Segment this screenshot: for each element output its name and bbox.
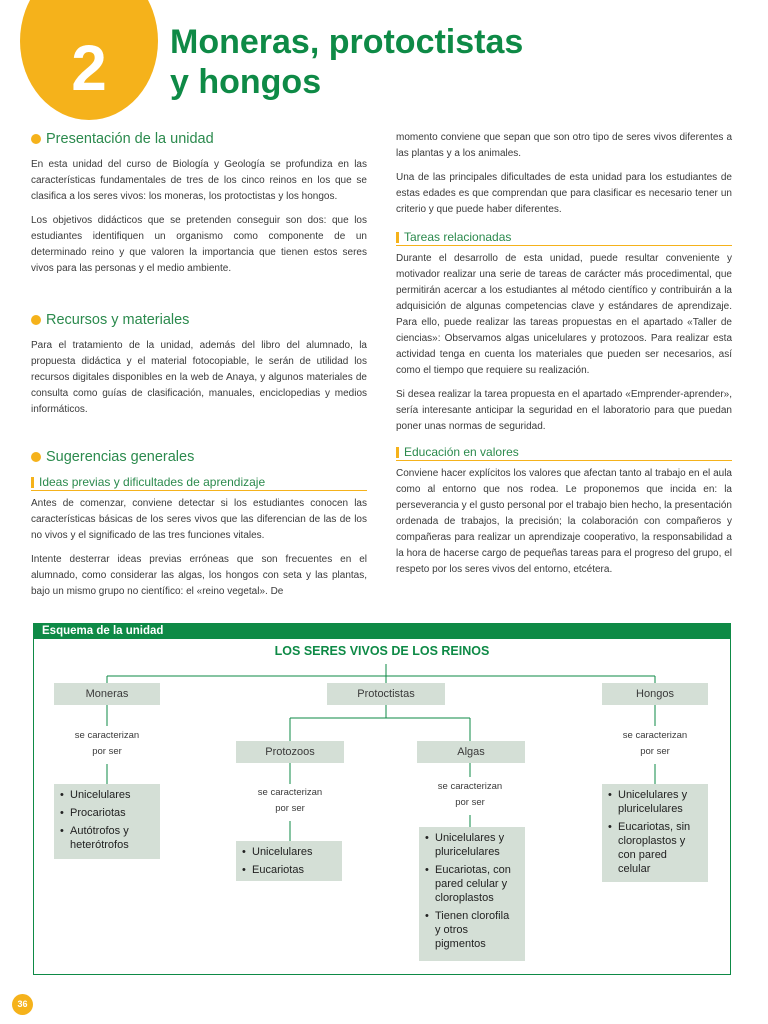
list-item-line: celular	[618, 863, 651, 875]
concept-map	[33, 623, 731, 975]
list-item-line: con pared	[618, 849, 667, 861]
schema-header: Esquema de la unidad	[34, 624, 730, 639]
list-hongos	[602, 784, 708, 882]
label-caracterizan	[420, 779, 520, 811]
list-item-line: heterótrofos	[70, 839, 129, 851]
label-line: se caracterizan	[74, 730, 140, 741]
list-item: • Procariotas	[60, 806, 154, 820]
label-line: se caracterizan	[437, 781, 503, 792]
list-item	[425, 863, 519, 905]
section-sugerencias	[31, 448, 367, 466]
list-item	[60, 824, 154, 852]
list-item: • Unicelulares	[242, 845, 336, 859]
paragraph: Para el tratamiento de la unidad, además del libro del alumnado, la propuesta didáctica y el material fotocopiable, le serán de utilidad los recursos digitales disponibles en la web de Anaya, y algunos materiales de consulta como guías de clasificación, manuales, enciclopedias y medios informáticos.	[31, 340, 367, 415]
list-protozoos	[236, 841, 342, 881]
list-item-line: • Autótrofos y	[70, 825, 129, 837]
page-title	[170, 22, 523, 102]
bullet-icon	[31, 134, 41, 144]
paragraph: Intente desterrar ideas previas erróneas que son frecuentes en el alumnado, como considerar las algas, los hongos con seta y las plantas, bajo un mismo grupo no científico: el «reino vegetal». De	[31, 554, 367, 597]
list-algas	[419, 827, 525, 961]
section-recursos	[31, 311, 367, 329]
list-item	[425, 909, 519, 951]
node-hongos: Hongos	[602, 683, 708, 705]
paragraph: Conviene hacer explícitos los valores que afectan tanto al trabajo en el aula como al entorno que nos rodea. Le proponemos que incida en: la perseverancia y el gusto personal por el trabajo bien hecho, la presentación ordenada de trabajos, la precisión; la colaboración con compañeros y compañeras para realizar un aprendizaje cooperativo, la responsabilidad a la hora de hacerse cargo de pequeñas tareas para el progreso del grupo, el respeto por los seres vivos del entorno, etcétera.	[396, 468, 732, 575]
list-item-line: cloroplastos	[435, 892, 494, 904]
node-protoctistas: Protoctistas	[327, 683, 445, 705]
list-item-line: y otros	[435, 924, 469, 936]
paragraph: Antes de comenzar, conviene detectar si los estudiantes conocen las características básicas de los seres vivos que las diferencian de las de los no vivos y el significado de las tres funciones vitales.	[31, 498, 367, 541]
node-algas: Algas	[417, 741, 525, 763]
section-title: Recursos y materiales	[46, 312, 190, 328]
page-number: 36	[12, 994, 33, 1015]
left-column	[31, 130, 367, 608]
list-item-line: pared celular y	[435, 878, 508, 890]
label-line: por ser	[640, 746, 670, 757]
list-item	[608, 820, 702, 876]
title-line-1: Moneras, protoctistas	[170, 23, 524, 61]
label-caracterizan	[240, 785, 340, 817]
list-item-line: pluricelulares	[618, 803, 683, 815]
label-caracterizan	[57, 728, 157, 760]
node-protozoos: Protozoos	[236, 741, 344, 763]
list-item-line: • Tienen clorofila	[435, 910, 510, 922]
label-line: por ser	[275, 803, 305, 814]
label-line: por ser	[455, 797, 485, 808]
bullet-icon	[31, 315, 41, 325]
paragraph: momento conviene que sepan que son otro tipo de seres vivos diferentes a las plantas y a los animales.	[396, 132, 732, 159]
subsection-tareas: Tareas relacionadas	[396, 230, 732, 246]
list-item	[608, 788, 702, 816]
list-item-line: pigmentos	[435, 938, 486, 950]
list-item-line: • Unicelulares y	[435, 832, 505, 844]
paragraph: Una de las principales dificultades de esta unidad para los estudiantes de estas edades es que comprendan que para clasificar es necesario tener un criterio y que puede haber diferentes.	[396, 172, 732, 215]
section-title: Presentación de la unidad	[46, 131, 214, 147]
label-line: se caracterizan	[622, 730, 688, 741]
list-item	[425, 831, 519, 859]
section-presentacion	[31, 130, 367, 148]
list-item-line: pluricelulares	[435, 846, 500, 858]
list-item-line: • Eucariotas, con	[435, 864, 511, 876]
list-item-line: cloroplastos y	[618, 835, 686, 847]
section-title: Sugerencias generales	[46, 449, 195, 465]
bullet-icon	[31, 452, 41, 462]
subsection-educacion: Educación en valores	[396, 445, 732, 461]
list-item: • Eucariotas	[242, 863, 336, 877]
label-caracterizan	[605, 728, 705, 760]
list-item-line: • Eucariotas, sin	[618, 821, 691, 833]
list-item-line: • Unicelulares y	[618, 789, 688, 801]
chapter-number: 2	[71, 32, 107, 104]
paragraph: En esta unidad del curso de Biología y Geología se profundiza en las características fundamentales de tres de los cinco reinos en los que se clasifica a los seres vivos: los moneras, los protoctistas y los hongos.	[31, 159, 367, 202]
subsection-ideas: Ideas previas y dificultades de aprendizaje	[31, 475, 367, 491]
list-moneras	[54, 784, 160, 859]
label-line: por ser	[92, 746, 122, 757]
right-column	[396, 130, 732, 586]
node-moneras: Moneras	[54, 683, 160, 705]
list-item: • Unicelulares	[60, 788, 154, 802]
paragraph: Durante el desarrollo de esta unidad, puede resultar conveniente y motivador realizar una serie de tareas de carácter más procedimental, que permitirán acercar a los estudiantes al método científico y contribuirán a la adquisición de algunas competencias clave y estándares de aprendizaje. Para ello, puede realizar las tareas propuestas en el apartado «Taller de ciencias»: Observamos algas unicelulares y protozoos. Para realizar esta actividad tenga en cuenta los materiales que pueden ser necesarios, así como el tiempo que requiere su realización.	[396, 253, 732, 376]
label-line: se caracterizan	[257, 787, 323, 798]
paragraph: Si desea realizar la tarea propuesta en el apartado «Emprender-aprender», sería interesante anticipar la seguridad en el laboratorio para que puedan poner unas normas de seguridad.	[396, 389, 732, 432]
title-line-2: y hongos	[170, 63, 322, 101]
paragraph: Los objetivos didácticos que se pretenden conseguir son dos: que los estudiantes identifiquen un organismo como componente de un determinado reino y que valoren la importancia que tienen estos seres vivos para las personas y el medio ambiente.	[31, 215, 367, 274]
schema-title: LOS SERES VIVOS DE LOS REINOS	[274, 644, 490, 658]
